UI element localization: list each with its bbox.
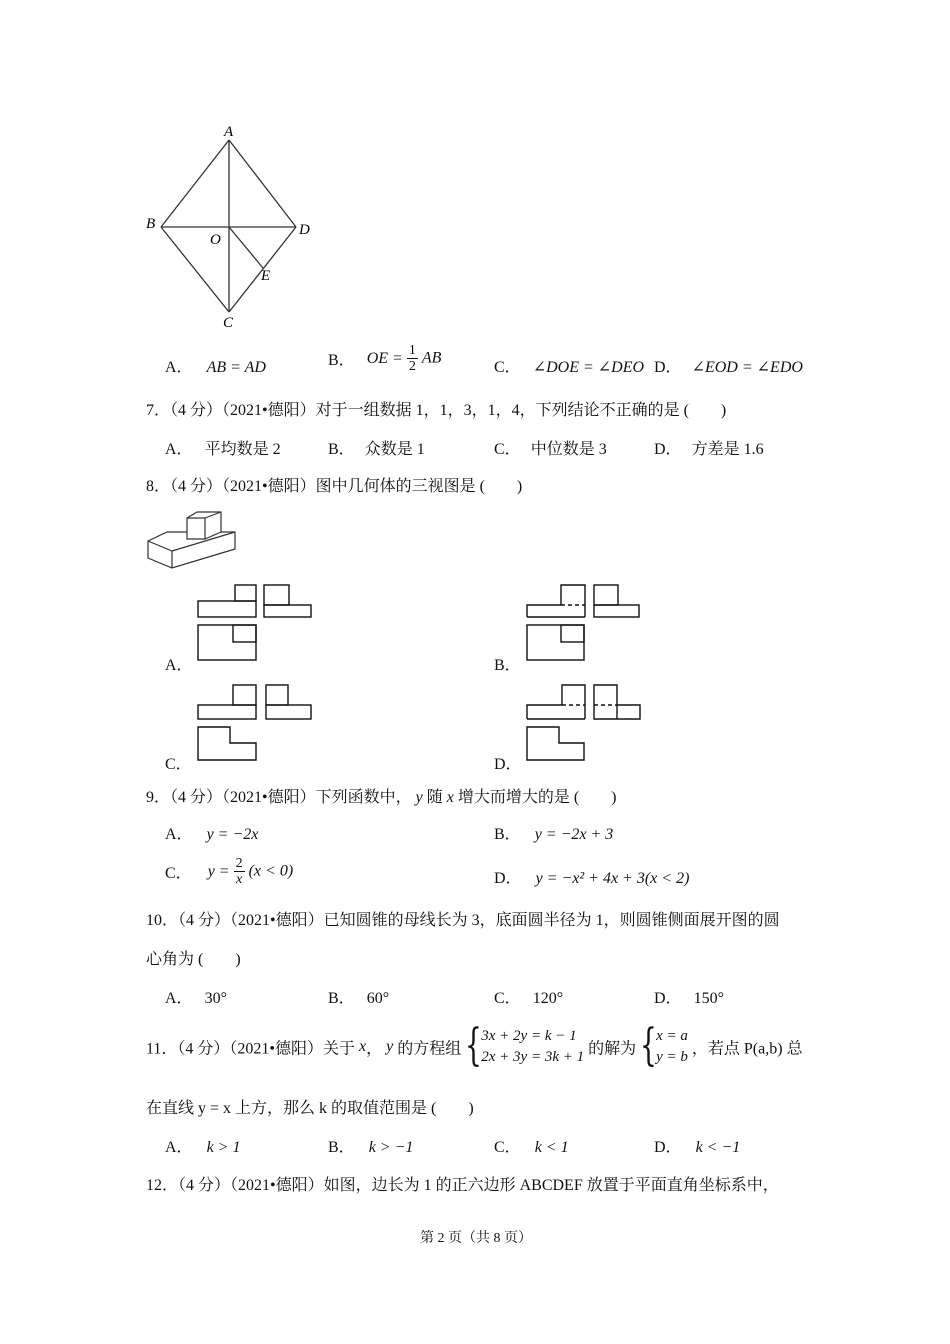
label-B: B <box>146 216 156 232</box>
q11-option-d: D． k < −1 <box>654 1139 741 1156</box>
fraction: $\frac{2}{x}$ <box>235 856 243 887</box>
q7-option-c: C． 中位数是 3 <box>494 441 607 458</box>
q9-option-d: D． y = −x² + 4x + 3(x < 2) <box>494 870 690 887</box>
q10-option-a: A． 30° <box>165 990 227 1007</box>
q7-stem: 7．（4 分）（2021•德阳）对于一组数据 1，1，3，1，4，下列结论不正确的是 ( ) <box>146 402 727 419</box>
q6-option-d: D． ∠EOD = ∠EDO <box>654 359 803 376</box>
q8-stem: 8．（4 分）（2021•德阳）图中几何体的三视图是 ( ) <box>146 478 523 495</box>
rhombus-figure <box>140 120 330 335</box>
page-footer: 第 2 页（共 8 页） <box>420 1231 532 1246</box>
q6-option-a: A． AB = AD <box>165 359 266 376</box>
q10-option-c: C． 120° <box>494 990 564 1007</box>
q8-option-a: A． <box>165 657 193 674</box>
q12-stem: 12．（4 分）（2021•德阳）如图，边长为 1 的正六边形 ABCDEF 放置于平面直角坐标系中， <box>146 1177 779 1194</box>
q11-stem: 11．（4 分）（2021•德阳）关于 x， y 的方程组 { 3x + 2y = k − 1 2x + 3y = 3k + 1 的解为 { x = a y = b ，若点 P(a,b) 总 <box>146 1020 803 1071</box>
q11-option-b: B． k > −1 <box>328 1139 414 1156</box>
q10-stem-line1: 10．（4 分）（2021•德阳）已知圆锥的母线长为 3，底面圆半径为 1，则圆锥侧面展开图的圆 <box>146 912 780 929</box>
label-A: A <box>224 124 234 140</box>
q6-option-b: B． OE = $\frac{1}{2}$ AB <box>328 343 442 374</box>
solution-system: { x = a y = b <box>640 1020 688 1071</box>
q11-stem-line2: 在直线 y = x 上方，那么 k 的取值范围是 ( ) <box>146 1100 474 1117</box>
q10-stem-line2: 心角为 ( ) <box>146 951 241 968</box>
q9-option-a: A． y = −2x <box>165 826 259 843</box>
q8-option-b-figure <box>524 583 644 663</box>
label-E: E <box>261 268 271 284</box>
q9-option-c: C． y = $\frac{2}{x}$ (x < 0) <box>165 856 294 887</box>
q8-option-c: C． <box>165 756 192 773</box>
q8-option-b: B． <box>494 657 521 674</box>
q8-solid-figure <box>145 508 240 570</box>
q6-option-c: C． ∠DOE = ∠DEO <box>494 359 645 376</box>
label-D: D <box>299 222 310 238</box>
q9-stem: 9．（4 分）（2021•德阳）下列函数中， y 随 x 增大而增大的是 ( ) <box>146 789 617 806</box>
equation-system: { 3x + 2y = k − 1 2x + 3y = 3k + 1 <box>465 1020 585 1071</box>
q11-option-c: C． k < 1 <box>494 1139 569 1156</box>
q7-option-b: B． 众数是 1 <box>328 441 425 458</box>
q10-option-d: D． 150° <box>654 990 724 1007</box>
q8-option-a-figure <box>195 583 315 663</box>
q7-option-a: A． 平均数是 2 <box>165 441 281 458</box>
q8-option-d-figure <box>524 683 644 763</box>
q10-option-b: B． 60° <box>328 990 390 1007</box>
q8-option-d: D． <box>494 756 522 773</box>
q8-option-c-figure <box>195 683 315 763</box>
q9-option-b: B． y = −2x + 3 <box>494 826 614 843</box>
label-O: O <box>210 232 221 248</box>
q11-option-a: A． k > 1 <box>165 1139 241 1156</box>
q7-option-d: D． 方差是 1.6 <box>654 441 764 458</box>
fraction: $\frac{1}{2}$ <box>408 343 416 374</box>
label-C: C <box>223 315 234 331</box>
